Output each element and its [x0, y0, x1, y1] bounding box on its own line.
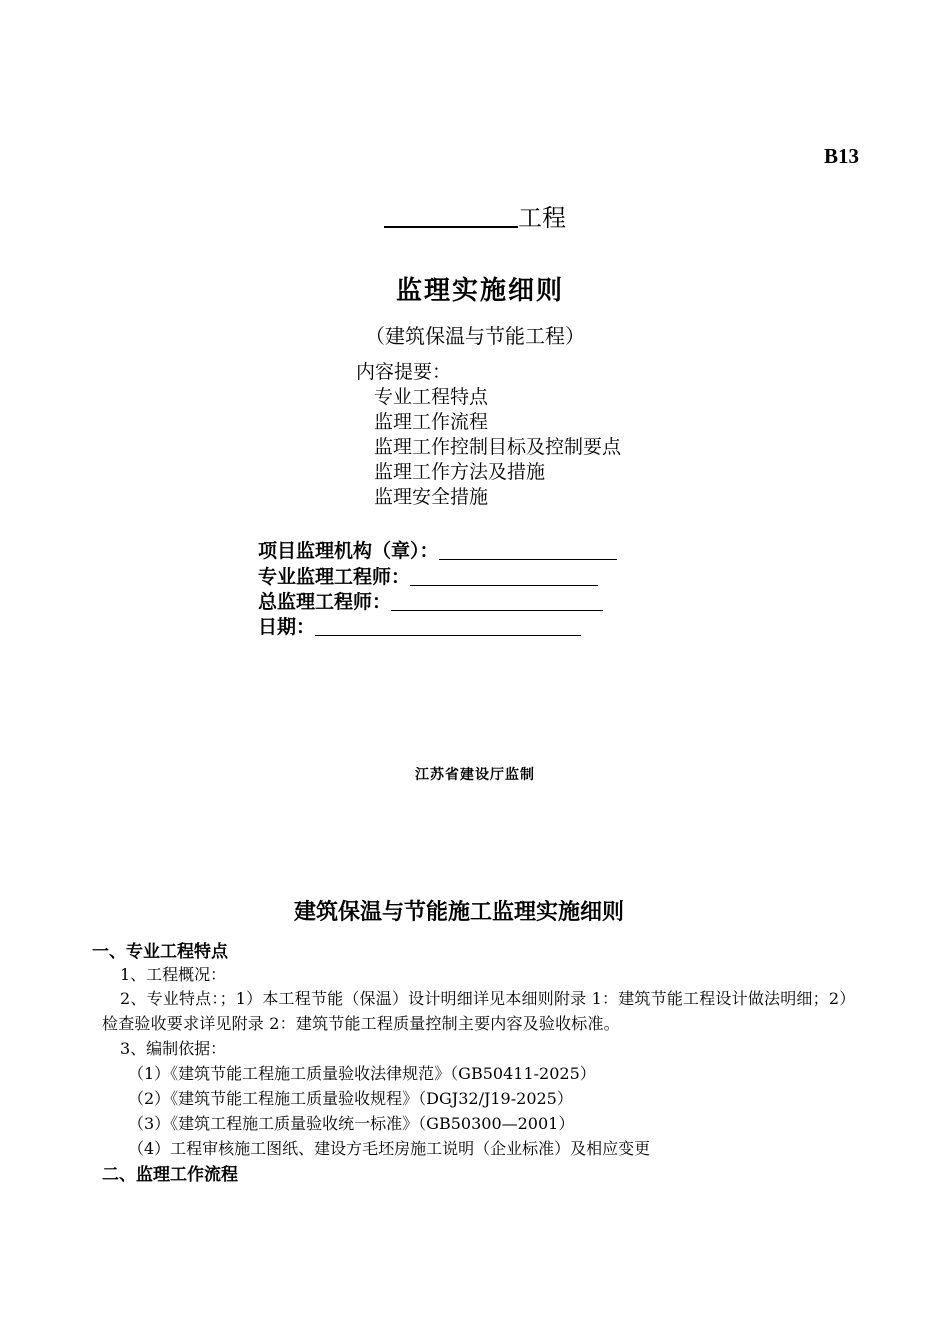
overview-line: 1、工程概况： — [120, 965, 227, 984]
project-suffix: 工程 — [518, 204, 566, 232]
basis-line: 3、编制依据： — [120, 1039, 227, 1058]
signature-chief-row — [258, 587, 603, 614]
signature-org-blank — [439, 541, 617, 560]
signature-org-row — [258, 536, 617, 563]
project-name-blank — [384, 202, 518, 228]
signature-specialist-label: 专业监理工程师： — [258, 566, 411, 588]
sub-title: （建筑保温与节能工程） — [365, 324, 585, 348]
signature-specialist-blank — [410, 567, 598, 586]
project-name-line — [384, 198, 566, 233]
summary-item: 专业工程特点 — [374, 386, 489, 408]
signature-date-row — [258, 612, 581, 639]
document-title: 建筑保温与节能施工监理实施细则 — [293, 900, 624, 925]
issuer-footer: 江苏省建设厅监制 — [415, 767, 535, 783]
features-paragraph: 2、专业特点：；1）本工程节能（保温）设计明细详见本细则附录 1：建筑节能工程设计做法明细；2）检查验收要求详见附录 2：建筑节能工程质量控制主要内容及验收标准。 — [102, 989, 856, 1033]
basis-item: （1）《建筑节能工程施工质量验收法律规范》（GB50411-2025） — [128, 1064, 596, 1083]
signature-date-label: 日期： — [258, 616, 316, 638]
signature-chief-label: 总监理工程师： — [258, 591, 392, 613]
form-code: B13 — [824, 144, 860, 168]
summary-item: 监理工作方法及措施 — [374, 461, 546, 483]
basis-item: （4）工程审核施工图纸、建设方毛坯房施工说明（企业标准）及相应变更 — [128, 1139, 651, 1158]
summary-heading: 内容提要： — [356, 361, 452, 383]
main-title: 监理实施细则 — [395, 276, 564, 306]
basis-item: （2）《建筑节能工程施工质量验收规程》（DGJ32/J19-2025） — [128, 1089, 573, 1108]
signature-date-blank — [315, 617, 581, 636]
summary-item: 监理工作流程 — [374, 411, 489, 433]
section-1-heading: 一、专业工程特点 — [92, 942, 228, 962]
summary-item: 监理工作控制目标及控制要点 — [374, 436, 622, 458]
signature-specialist-row — [258, 562, 598, 589]
summary-item: 监理安全措施 — [374, 486, 489, 508]
signature-chief-blank — [391, 592, 603, 611]
content-summary — [356, 360, 621, 510]
section-2-heading: 二、监理工作流程 — [102, 1165, 238, 1185]
signature-org-label: 项目监理机构（章）： — [258, 540, 439, 562]
basis-item: （3）《建筑工程施工质量验收统一标准》（GB50300—2001） — [128, 1114, 575, 1133]
